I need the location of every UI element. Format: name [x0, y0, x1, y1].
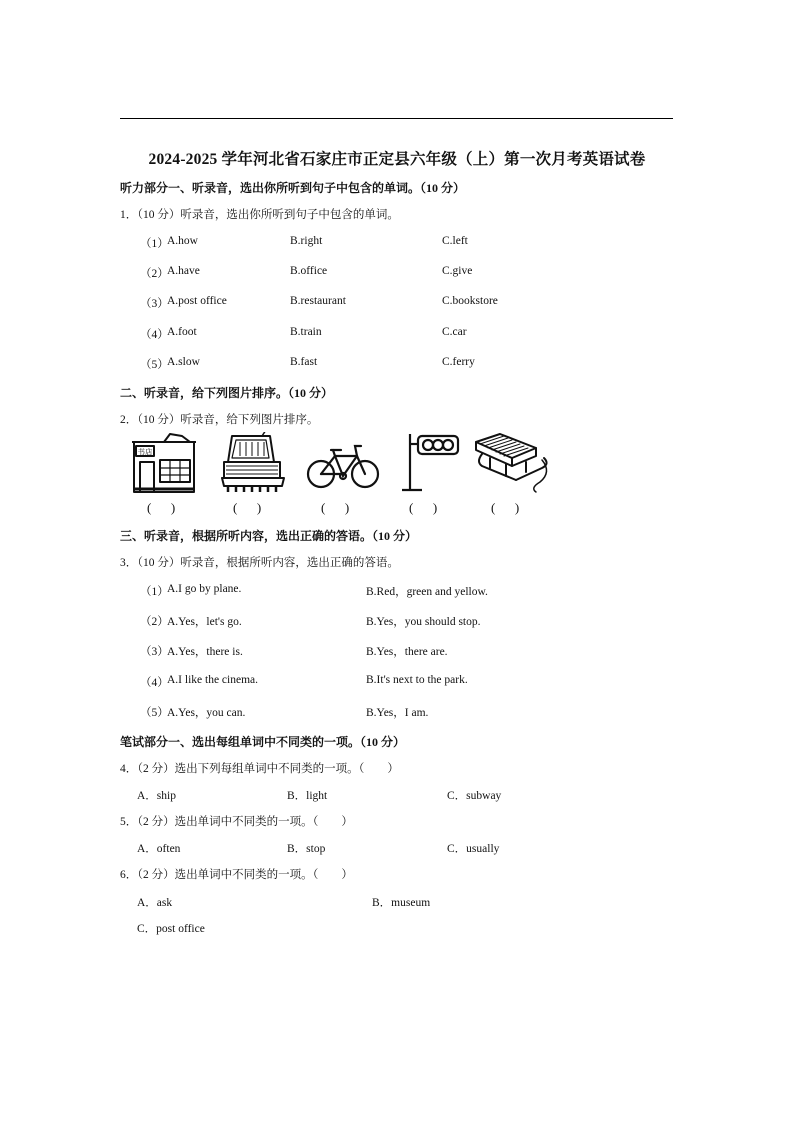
- option-row: [140, 356, 700, 372]
- question-5: 5．（2 分）选出单词中不同类的一项。（ ）: [120, 816, 353, 828]
- option-b: B.It's next to the park.: [366, 674, 468, 686]
- item-number: （1）: [140, 238, 169, 250]
- option-b: B．light: [287, 790, 328, 802]
- option-c: C.car: [442, 326, 467, 338]
- option-b: B.Red，green and yellow.: [366, 586, 488, 598]
- sled-icon: [470, 432, 552, 494]
- item-number: （5）: [140, 359, 169, 371]
- option-c: C．subway: [447, 790, 502, 802]
- question-6: 6．（2 分）选出单词中不同类的一项。（ ）: [120, 869, 353, 881]
- option-a: A.I like the cinema.: [167, 674, 259, 686]
- option-a: A．ship: [137, 790, 176, 802]
- option-c: C.left: [442, 235, 468, 247]
- option-a: A．ask: [137, 897, 173, 909]
- option-row: [140, 235, 700, 251]
- question-2: 2．（10 分）听录音，给下列图片排序。: [120, 414, 319, 426]
- option-b: B.right: [290, 235, 323, 247]
- question-4: 4．（2 分）选出下列每组单词中不同类的一项。（ ）: [120, 763, 399, 775]
- item-number: （1）: [140, 586, 169, 598]
- option-b: B.Yes，I am.: [366, 707, 429, 719]
- option-b: B.Yes，there are.: [366, 646, 448, 658]
- option-b: B.restaurant: [290, 295, 346, 307]
- option-a: A.post office: [167, 295, 227, 307]
- answer-blank[interactable]: ( ): [147, 500, 176, 515]
- option-a: A.how: [167, 235, 198, 247]
- bicycle-icon: [305, 432, 381, 494]
- item-number: （3）: [140, 646, 169, 658]
- option-b: B．stop: [287, 843, 326, 855]
- option-a: A.slow: [167, 356, 200, 368]
- bookstore-icon: [130, 432, 198, 494]
- option-row: [137, 894, 697, 910]
- option-row: [140, 265, 700, 281]
- option-c: C.ferry: [442, 356, 475, 368]
- option-a: A.Yes，you can.: [167, 707, 246, 719]
- item-number: （5）: [140, 707, 169, 719]
- option-row: [140, 583, 700, 599]
- option-row: [137, 787, 697, 803]
- option-a: A.Yes，there is.: [167, 646, 243, 658]
- option-c: C.bookstore: [442, 295, 498, 307]
- section-heading-listening-1: 听力部分一、听录音，选出你所听到句子中包含的单词。（10 分）: [120, 181, 466, 195]
- option-b: B.train: [290, 326, 322, 338]
- option-a: A.Yes，let's go.: [167, 616, 242, 628]
- option-c: C.give: [442, 265, 473, 277]
- section-heading-written-1: 笔试部分一、选出每组单词中不同类的一项。（10 分）: [120, 735, 406, 749]
- section-heading-listening-2: 二、听录音，给下列图片排序。（10 分）: [120, 386, 334, 400]
- bookstore-sign: 书店: [137, 447, 153, 457]
- train-icon: [218, 432, 288, 494]
- option-row: [140, 613, 700, 629]
- header-rule: [120, 118, 673, 119]
- answer-blank[interactable]: ( ): [233, 500, 262, 515]
- item-number: （2）: [140, 268, 169, 280]
- option-a: A.I go by plane.: [167, 583, 242, 595]
- option-row: [140, 704, 700, 720]
- answer-blank[interactable]: ( ): [321, 500, 350, 515]
- option-b: B.fast: [290, 356, 318, 368]
- question-1: 1．（10 分）听录音，选出你所听到句子中包含的单词。: [120, 209, 399, 221]
- option-row: [140, 326, 700, 342]
- option-c: C．usually: [447, 843, 500, 855]
- option-a: A.have: [167, 265, 200, 277]
- item-number: （4）: [140, 677, 169, 689]
- option-row: [140, 295, 700, 311]
- answer-blank[interactable]: ( ): [409, 500, 438, 515]
- option-row: [137, 840, 697, 856]
- option-b: B.office: [290, 265, 328, 277]
- option-c: C．post office: [137, 923, 205, 935]
- section-heading-listening-3: 三、听录音，根据所听内容，选出正确的答语。（10 分）: [120, 529, 418, 543]
- item-number: （2）: [140, 616, 169, 628]
- option-a: A．often: [137, 843, 181, 855]
- answer-blank[interactable]: ( ): [491, 500, 520, 515]
- traffic-light-icon: [400, 432, 462, 494]
- page-title: 2024-2025 学年河北省石家庄市正定县六年级（上）第一次月考英语试卷: [148, 151, 646, 168]
- question-3: 3．（10 分）听录音，根据所听内容，选出正确的答语。: [120, 557, 399, 569]
- option-row: [137, 920, 697, 936]
- option-a: A.foot: [167, 326, 197, 338]
- item-number: （4）: [140, 329, 169, 341]
- item-number: （3）: [140, 298, 169, 310]
- option-b: B.Yes，you should stop.: [366, 616, 481, 628]
- option-row: [140, 643, 700, 659]
- option-b: B．museum: [372, 897, 431, 909]
- option-row: [140, 674, 700, 690]
